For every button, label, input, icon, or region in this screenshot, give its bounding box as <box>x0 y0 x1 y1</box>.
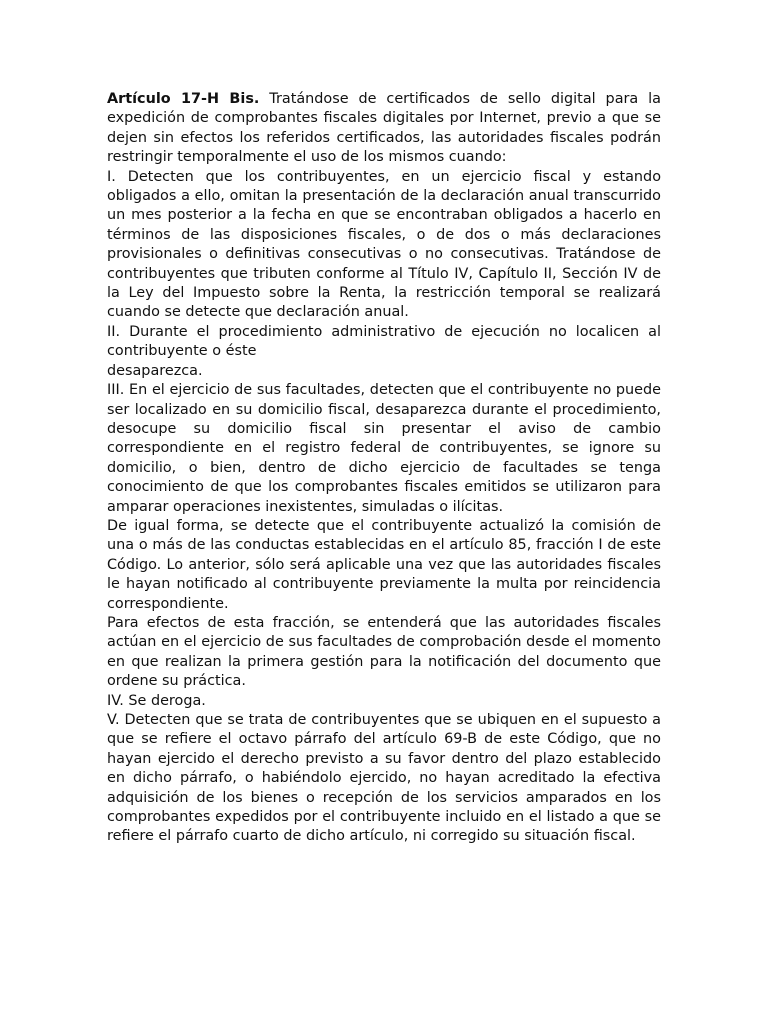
article-heading: Artículo 17-H Bis. <box>107 91 260 107</box>
paragraph-fraccion-ii-continued: desaparezca. <box>107 362 203 379</box>
paragraph-fraccion-iii: III. En el ejercicio de sus facultades, detecten que el contribuyente no puede ser localizado en su domicilio fiscal, desaparezca durante el procedimiento, desocupe su domicilio fiscal sin presentar el aviso de cambio correspondiente en el registro federal de contribuyentes, se ignore su domicilio, o bien, dentro de dicho ejercicio de facultades se tenga conocimiento de que los comprobantes fiscales emitidos se utilizaron para amparar operaciones inexistentes, simuladas o ilícitas. <box>107 382 661 515</box>
paragraph-fraccion-iii-second: De igual forma, se detecte que el contribuyente actualizó la comisión de una o más de las conductas establecidas en el artículo 85, fracción I de este Código. Lo anterior, sólo será aplicable una vez que las autoridades fiscales le hayan notificado al contribuyente previamente la multa por reincidencia correspondiente. <box>107 517 661 612</box>
document-page <box>107 90 661 847</box>
article-intro-text: Tratándose de certificados de sello digital para la expedición de comprobantes fiscales digitales por Internet, previo a que se dejen sin efectos los referidos certificados, las autoridades fiscales podrán restringir temporalmente el uso de los mismos cuando: <box>107 91 661 166</box>
paragraph-fraccion-ii: II. Durante el procedimiento administrativo de ejecución no localicen al contribuyente o éste <box>107 323 661 360</box>
paragraph-fraccion-iii-third: Para efectos de esta fracción, se entenderá que las autoridades fiscales actúan en el ejercicio de sus facultades de comprobación desde el momento en que realizan la primera gestión para la notificación del documento que ordene su práctica. <box>107 614 661 690</box>
paragraph-fraccion-v: V. Detecten que se trata de contribuyentes que se ubiquen en el supuesto a que se refiere el octavo párrafo del artículo 69-B de este Código, que no hayan ejercido el derecho previsto a su favor dentro del plazo establecido en dicho párrafo, o habiéndolo ejercido, no hayan acreditado la efectiva adquisición de los bienes o recepción de los servicios amparados en los comprobantes expedidos por el contribuyente incluido en el listado a que se refiere el párrafo cuarto de dicho artículo, ni corregido su situación fiscal. <box>107 712 661 845</box>
paragraph-fraccion-iv: IV. Se deroga. <box>107 692 206 709</box>
article-intro <box>107 90 661 168</box>
paragraph-fraccion-i: I. Detecten que los contribuyentes, en un ejercicio fiscal y estando obligados a ello, omitan la presentación de la declaración anual transcurrido un mes posterior a la fecha en que se encontraban obligados a hacerlo en términos de las disposiciones fiscales, o de dos o más declaraciones provisionales o definitivas consecutivas o no consecutivas. Tratándose de contribuyentes que tributen conforme al Título IV, Capítulo II, Sección IV de la Ley del Impuesto sobre la Renta, la restricción temporal se realizará cuando se detecte que declaración anual. <box>107 168 661 321</box>
